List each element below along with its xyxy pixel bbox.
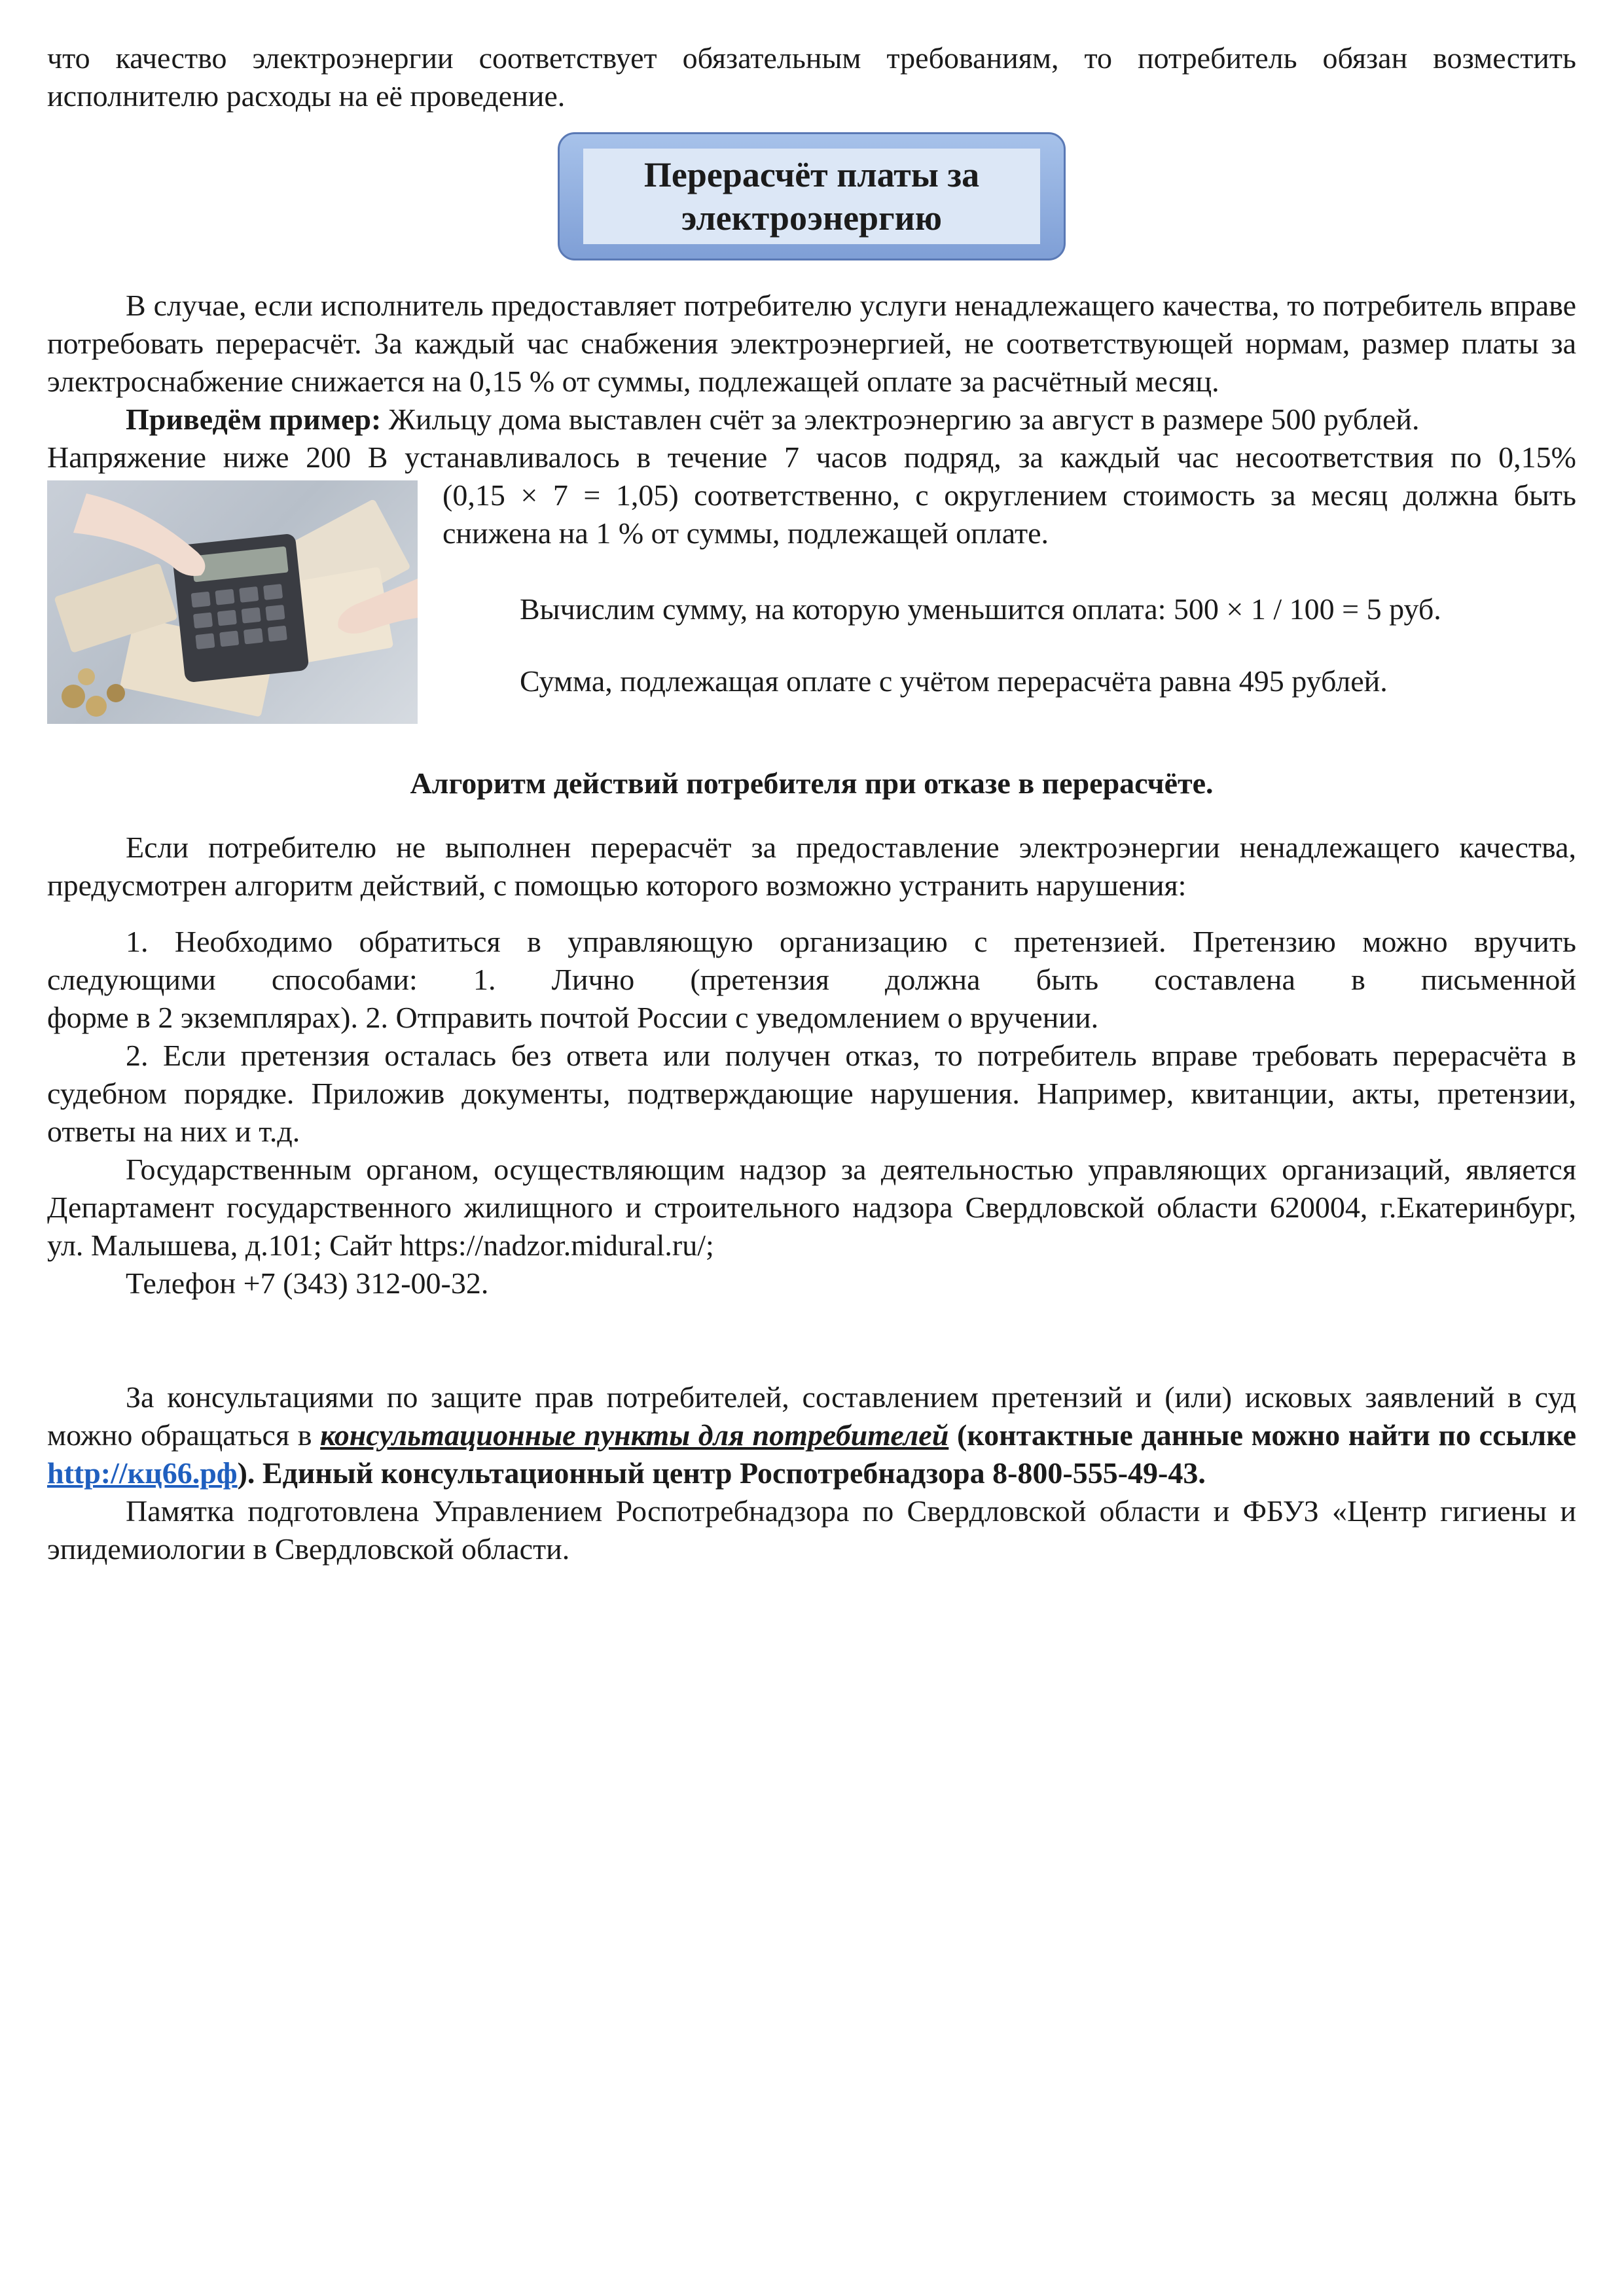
- example-label: Приведём пример:: [126, 403, 382, 436]
- algorithm-heading: Алгоритм действий потребителя при отказе в перерасчёте.: [410, 766, 1214, 800]
- title-banner: [47, 132, 1576, 260]
- section-title-line1: Перерасчёт платы за: [643, 155, 980, 194]
- section-title-line2: электроэнергию: [681, 198, 942, 238]
- example-block: [47, 476, 1576, 724]
- consultation-points-link[interactable]: консультационные пункты для потребителей: [320, 1418, 949, 1452]
- title-box: [558, 132, 1066, 260]
- consultation-text1: За консультациями по защите прав потребителей, составлением претензий и (или) исковых заявлений в суд можно обращаться в: [47, 1380, 1576, 1452]
- step-1-line1: 1. Необходимо обратиться в управляющую организацию с претензией. Претензию можно вручить: [126, 925, 1576, 958]
- steps-list: [47, 923, 1576, 1151]
- example-paragraph: [47, 401, 1576, 439]
- footer-note: Памятка подготовлена Управлением Роспотребнадзора по Свердловской области и ФБУЗ «Центр гигиены и эпидемиологии в Свердловской области.: [47, 1494, 1576, 1566]
- consultation-paragraph: [47, 1378, 1576, 1492]
- example-line2: Напряжение ниже 200 В устанавливалось в течение 7 часов подряд, за каждый час несоответствия по 0,15%: [47, 440, 1576, 474]
- total-line: Сумма, подлежащая оплате с учётом перерасчёта равна 495 рублей.: [520, 664, 1388, 698]
- step-2: 2. Если претензия осталась без ответа или получен отказ, то потребитель вправе требовать перерасчёта в судебном порядке. Приложив документы, подтверждающие нарушения. Например, квитанции, акты, претензии, ответы на них и т.д.: [47, 1039, 1576, 1148]
- reduction-paragraph: В случае, если исполнитель предоставляет потребителю услуги ненадлежащего качества, то потребитель вправе потребовать перерасчёт. За каждый час снабжения электроэнергией, не соответствующей нормам, размер платы за электроснабжение снижается на 0,15 % от суммы, подлежащей оплате за расчётный месяц.: [47, 289, 1576, 398]
- example-side-text: [442, 476, 1576, 700]
- step-1-line3: форме в 2 экземплярах). 2. Отправить почтой России с уведомлением о вручении.: [47, 1001, 1099, 1034]
- kc66-link[interactable]: http://кц66.рф: [47, 1456, 238, 1490]
- intro-continuation: что качество электроэнергии соответствует обязательным требованиям, то потребитель обязан возместить исполнителю расходы на её проведение.: [47, 41, 1576, 113]
- example-line1: Жильцу дома выставлен счёт за электроэнергию за август в размере 500 рублей.: [388, 403, 1420, 436]
- phone-line: Телефон +7 (343) 312-00-32.: [126, 1266, 489, 1300]
- consultation-text3: ). Единый консультационный центр Роспотребнадзора 8-800-555-49-43.: [237, 1456, 1206, 1490]
- document-page: [47, 39, 1576, 1568]
- authority-paragraph: Государственным органом, осуществляющим надзор за деятельностью управляющих организаций, является Департамент государственного жилищного и строительного надзора Свердловской области 620004, г.Екатеринбург, ул. Малышева, д.101; Сайт https://nadzor.midural.ru/;: [47, 1153, 1576, 1262]
- section-title: [583, 149, 1040, 244]
- example-side-paragraph: (0,15 × 7 = 1,05) соответственно, с округлением стоимость за месяц должна быть снижена на 1 % от суммы, подлежащей оплате.: [442, 478, 1576, 550]
- consultation-text2: (контактные данные можно найти по ссылке: [948, 1418, 1577, 1452]
- algorithm-intro: Если потребителю не выполнен перерасчёт за предоставление электроэнергии ненадлежащего качества, предусмотрен алгоритм действий, с помощью которого возможно устранить нарушения:: [47, 831, 1576, 902]
- calculator-money-photo-icon: [47, 480, 418, 724]
- step-1-line2: следующими способами: 1. Лично (претензия должна быть составлена в письменной: [47, 963, 1576, 996]
- calculation-line: Вычислим сумму, на которую уменьшится оплата: 500 × 1 / 100 = 5 руб.: [520, 592, 1441, 626]
